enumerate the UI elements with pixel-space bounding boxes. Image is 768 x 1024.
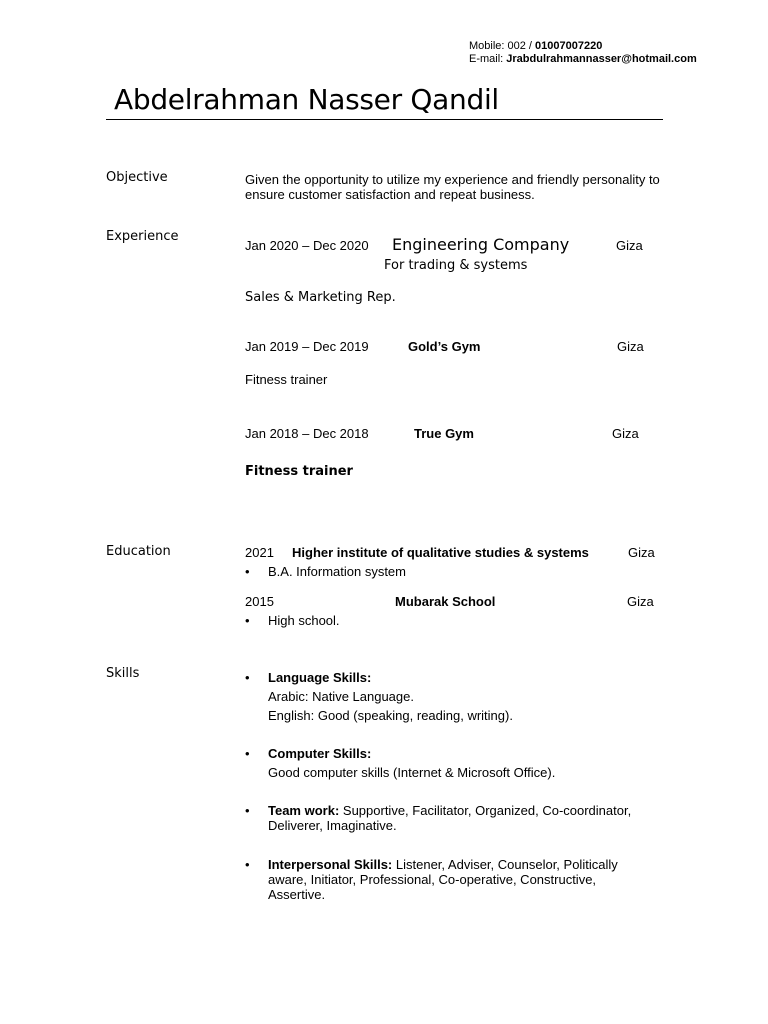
- job-role: Sales & Marketing Rep.: [245, 290, 396, 305]
- education-detail: High school.: [268, 613, 340, 628]
- bullet-icon: •: [245, 564, 250, 579]
- bullet-icon: •: [245, 803, 250, 818]
- job-role: Fitness trainer: [245, 464, 353, 479]
- job-dates: Jan 2019 – Dec 2019: [245, 339, 369, 354]
- skill-text: [268, 857, 643, 902]
- skill-title: Team work:: [268, 803, 340, 818]
- job-dates: Jan 2020 – Dec 2020: [245, 238, 369, 253]
- skill-title: Language Skills:: [268, 670, 372, 685]
- education-detail: B.A. Information system: [268, 564, 406, 579]
- job-dates: Jan 2018 – Dec 2018: [245, 426, 369, 441]
- job-role: Fitness trainer: [245, 372, 328, 387]
- candidate-name: Abdelrahman Nasser Qandil: [114, 83, 499, 116]
- skill-title: Computer Skills:: [268, 746, 372, 761]
- skill-line: English: Good (speaking, reading, writing).: [268, 708, 513, 723]
- bullet-icon: •: [245, 670, 250, 685]
- job-company: Gold’s Gym: [408, 339, 481, 354]
- email-address: Jrabdulrahmannasser@hotmail.com: [506, 53, 697, 65]
- bullet-icon: •: [245, 857, 250, 872]
- contact-email: [469, 53, 697, 66]
- education-location: Giza: [627, 594, 654, 609]
- section-label-objective: Objective: [106, 170, 168, 185]
- section-label-education: Education: [106, 544, 171, 559]
- section-label-skills: Skills: [106, 666, 140, 681]
- job-location: Giza: [612, 426, 639, 441]
- email-label: E-mail:: [469, 53, 507, 65]
- skill-description: Supportive, Facilitator, Organized, Co-coordinator, Deliverer, Imaginative.: [268, 803, 632, 833]
- education-location: Giza: [628, 545, 655, 560]
- mobile-label: Mobile: 002 /: [469, 40, 536, 52]
- skill-title: Interpersonal Skills:: [268, 857, 393, 872]
- education-school: Higher institute of qualitative studies & systems: [292, 545, 589, 560]
- mobile-number: 01007007220: [535, 40, 603, 52]
- skill-description: Listener, Adviser, Counselor, Politically aware, Initiator, Professional, Co-operative, Constructive, Assertive.: [268, 857, 618, 902]
- education-year: 2021: [245, 545, 274, 560]
- contact-mobile: [469, 40, 602, 53]
- job-location: Giza: [616, 238, 643, 253]
- bullet-icon: •: [245, 746, 250, 761]
- skill-line: Arabic: Native Language.: [268, 689, 414, 704]
- education-year: 2015: [245, 594, 274, 609]
- job-location: Giza: [617, 339, 644, 354]
- job-company: True Gym: [414, 426, 474, 441]
- bullet-icon: •: [245, 613, 250, 628]
- job-company-subtitle: For trading & systems: [384, 258, 528, 273]
- job-company: Engineering Company: [392, 235, 570, 254]
- header-divider: [106, 119, 663, 120]
- skill-line: Good computer skills (Internet & Microsoft Office).: [268, 765, 556, 780]
- section-label-experience: Experience: [106, 229, 179, 244]
- skill-text: [268, 803, 660, 833]
- education-school: Mubarak School: [395, 594, 496, 609]
- objective-text: Given the opportunity to utilize my experience and friendly personality to ensure customer satisfaction and repeat business.: [245, 172, 660, 202]
